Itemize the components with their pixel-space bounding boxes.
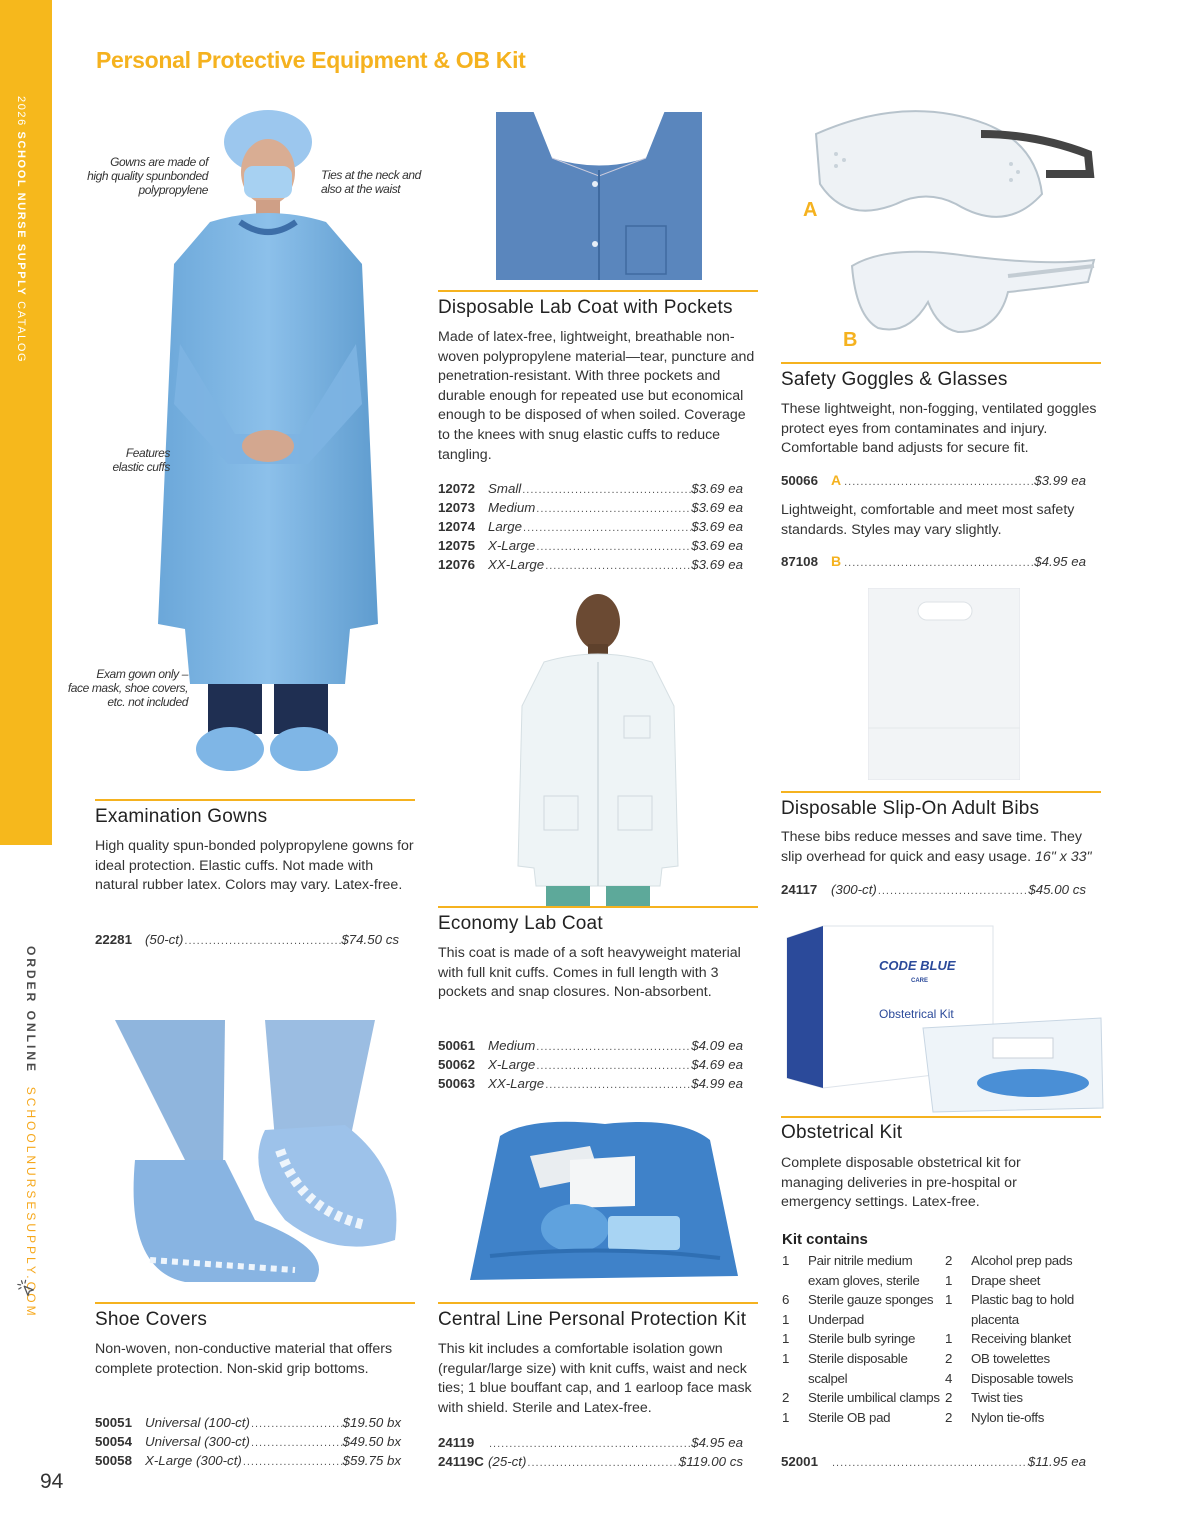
economy-lab-coat-photo (514, 586, 680, 906)
order-online-label (24, 946, 38, 1319)
exam-gowns-rule (95, 799, 415, 801)
price-row: 24119C (25-ct) ..... $119.00 cs (438, 1454, 743, 1473)
price-row: 50062 X-Large ..... $4.69 ea (438, 1057, 743, 1076)
shoe-covers-prices (95, 1415, 401, 1472)
ob-kit-photo (783, 918, 1105, 1114)
economy-lab-coat-title: Economy Lab Coat (438, 913, 603, 934)
list-item: 1 Sterile OB pad (782, 1409, 891, 1425)
catalog-word: CATALOG (15, 301, 27, 364)
ob-kit-desc: Complete disposable obstetrical kit for managing deliveries in pre-hospital or emergency settings. Latex-free. (781, 1155, 1021, 1211)
price-row: 12074 Large ..... $3.69 ea (438, 519, 743, 538)
catalog-name: SCHOOL NURSE SUPPLY (15, 131, 27, 297)
box-label-text: Obstetrical Kit (879, 1007, 954, 1021)
catalog-year: 2026 (15, 96, 27, 127)
label-a: A (803, 199, 818, 221)
glasses-desc: Lightweight, comfortable and meet most safety standards. Styles may vary slightly. (781, 502, 1075, 538)
goggles-price-b (781, 553, 1086, 572)
box-sub-text: CARE (911, 978, 929, 984)
ob-kit-rule (781, 1116, 1101, 1118)
price-row: 12075 X-Large ..... $3.69 ea (438, 538, 743, 557)
page-number: 94 (40, 1470, 64, 1493)
price-row: 50063 XX-Large ..... $4.99 ea (438, 1076, 743, 1095)
shoe-covers-desc: Non-woven, non-conductive material that offers complete protection. Non-skid grip bottoms. (95, 1341, 393, 1377)
goggles-price-a (781, 472, 1086, 491)
list-item: 2 Alcohol prep pads (945, 1253, 1073, 1268)
website-link[interactable]: SCHOOLNURSESUPPLY.COM (24, 1086, 38, 1319)
list-item: 1 Receiving blanket (945, 1331, 1071, 1347)
shoe-covers-photo (95, 1020, 415, 1292)
central-line-rule (438, 1302, 758, 1304)
economy-lab-coat-prices (438, 1038, 743, 1095)
lab-coat-pockets-desc: Made of latex-free, lightweight, breathable non-woven polypropylene material—tear, puncture and penetration-resistant. With three pockets and durable enough for repeated use but economical enough to be disposed of when soiled. Coverage to the knees with snug elastic cuffs to reduce tangling. (438, 329, 755, 463)
kit-contains-title: Kit contains (782, 1231, 868, 1248)
callout-gown-material: Gowns are made of high quality spunbonded polypropylene (87, 155, 208, 197)
lab-coat-pockets-title: Disposable Lab Coat with Pockets (438, 297, 733, 318)
callout-exam-only: Exam gown only – face mask, shoe covers, etc. not included (67, 667, 188, 709)
list-item: 1 Pair nitrile medium exam gloves, sterile (782, 1253, 920, 1288)
callout-cuffs: Features elastic cuffs (112, 446, 170, 474)
kit-list-left (782, 1251, 942, 1427)
bibs-title: Disposable Slip-On Adult Bibs (781, 798, 1040, 819)
price-row: 52001 ..... $11.95 ea (781, 1454, 1086, 1473)
list-item: 2 Sterile umbilical clamps (782, 1390, 940, 1406)
ob-kit-title: Obstetrical Kit (781, 1122, 903, 1143)
price-row: 50058 X-Large (300-ct) ..... $59.75 bx (95, 1453, 401, 1472)
price-row: 24119 ..... $4.95 ea (438, 1435, 743, 1454)
bibs-desc: These bibs reduce messes and save time. They slip overhead for quick and easy usage. 16" x 33" (781, 829, 1092, 865)
callout-ties: Ties at the neck and also at the waist (321, 168, 421, 196)
shoe-covers-rule (95, 1302, 415, 1304)
list-item: 1 Drape sheet (945, 1272, 1041, 1288)
bibs-rule (781, 791, 1101, 793)
list-item: 4 Disposable towels (945, 1370, 1074, 1386)
price-row: 50051 Universal (100-ct) ..... $19.50 bx (95, 1415, 401, 1434)
central-line-kit-photo (470, 1116, 740, 1292)
goggles-title: Safety Goggles & Glasses (781, 369, 1008, 390)
exam-gowns-desc: High quality spun-bonded polypropylene gowns for ideal protection. Elastic cuffs. Not made with natural rubber latex. Colors may vary. Latex-free. (95, 838, 414, 894)
central-line-title: Central Line Personal Protection Kit (438, 1309, 747, 1330)
price-row: 50066 A ..... $3.99 ea (781, 472, 1086, 491)
lab-coat-pockets-rule (438, 290, 758, 292)
safety-glasses-photo (848, 236, 1098, 340)
price-row: 22281 (50-ct) ..... $74.50 cs (95, 932, 399, 951)
ob-kit-prices (781, 1454, 1086, 1473)
price-row: 50061 Medium ..... $4.09 ea (438, 1038, 743, 1057)
list-item: 2 Twist ties (945, 1390, 1023, 1406)
economy-lab-coat-rule (438, 906, 758, 908)
central-line-desc: This kit includes a comfortable isolation gown (regular/large size) with knit cuffs, waist and neck ties; 1 blue bouffant cap, and 1 earloop face mask with shield. Sterile and Latex-free. (438, 1341, 752, 1416)
list-item: 1 Plastic bag to hold placenta (945, 1292, 1074, 1327)
page-title: Personal Protective Equipment & OB Kit (96, 47, 526, 73)
economy-lab-coat-desc: This coat is made of a soft heavyweight material with full knit cuffs. Comes in full length with 3 pockets and snap closures. Non-absorbent. (438, 945, 741, 1001)
price-row: 50054 Universal (300-ct) ..... $49.50 bx (95, 1434, 401, 1453)
label-b: B (843, 329, 858, 351)
exam-gowns-prices (95, 932, 399, 951)
safety-goggles-photo (806, 94, 1096, 239)
price-row: 12072 Small ..... $3.69 ea (438, 481, 743, 500)
lab-coat-pockets-photo (496, 98, 702, 280)
list-item: 1 Sterile bulb syringe (782, 1331, 916, 1347)
catalog-side-label (15, 96, 27, 363)
list-item: 6 Sterile gauze sponges (782, 1292, 934, 1308)
list-item: 2 OB towelettes (945, 1350, 1050, 1366)
goggles-rule (781, 362, 1101, 364)
price-row: 24117 (300-ct) ..... $45.00 cs (781, 882, 1086, 901)
exam-gowns-title: Examination Gowns (95, 806, 268, 827)
adult-bib-photo (868, 588, 1020, 780)
bibs-prices (781, 882, 1086, 901)
goggles-desc: These lightweight, non-fogging, ventilated goggles protect eyes from contaminates and injury. Comfortable band adjusts for secure fit. (781, 401, 1097, 457)
price-row: 87108 B ..... $4.95 ea (781, 553, 1086, 572)
price-row: 12076 XX-Large ..... $3.69 ea (438, 557, 743, 576)
shoe-covers-title: Shoe Covers (95, 1309, 208, 1330)
lab-coat-pockets-prices (438, 481, 743, 576)
kit-list-right (945, 1251, 1095, 1427)
order-online-text: ORDER ONLINE (24, 946, 38, 1075)
cursor-click-icon (16, 1278, 38, 1300)
list-item: 1 Sterile disposable scalpel (782, 1350, 908, 1386)
list-item: 2 Nylon tie-offs (945, 1409, 1045, 1425)
list-item: 1 Underpad (782, 1311, 865, 1327)
central-line-prices (438, 1435, 743, 1473)
box-brand-text: CODE BLUE (879, 958, 956, 973)
price-row: 12073 Medium ..... $3.69 ea (438, 500, 743, 519)
